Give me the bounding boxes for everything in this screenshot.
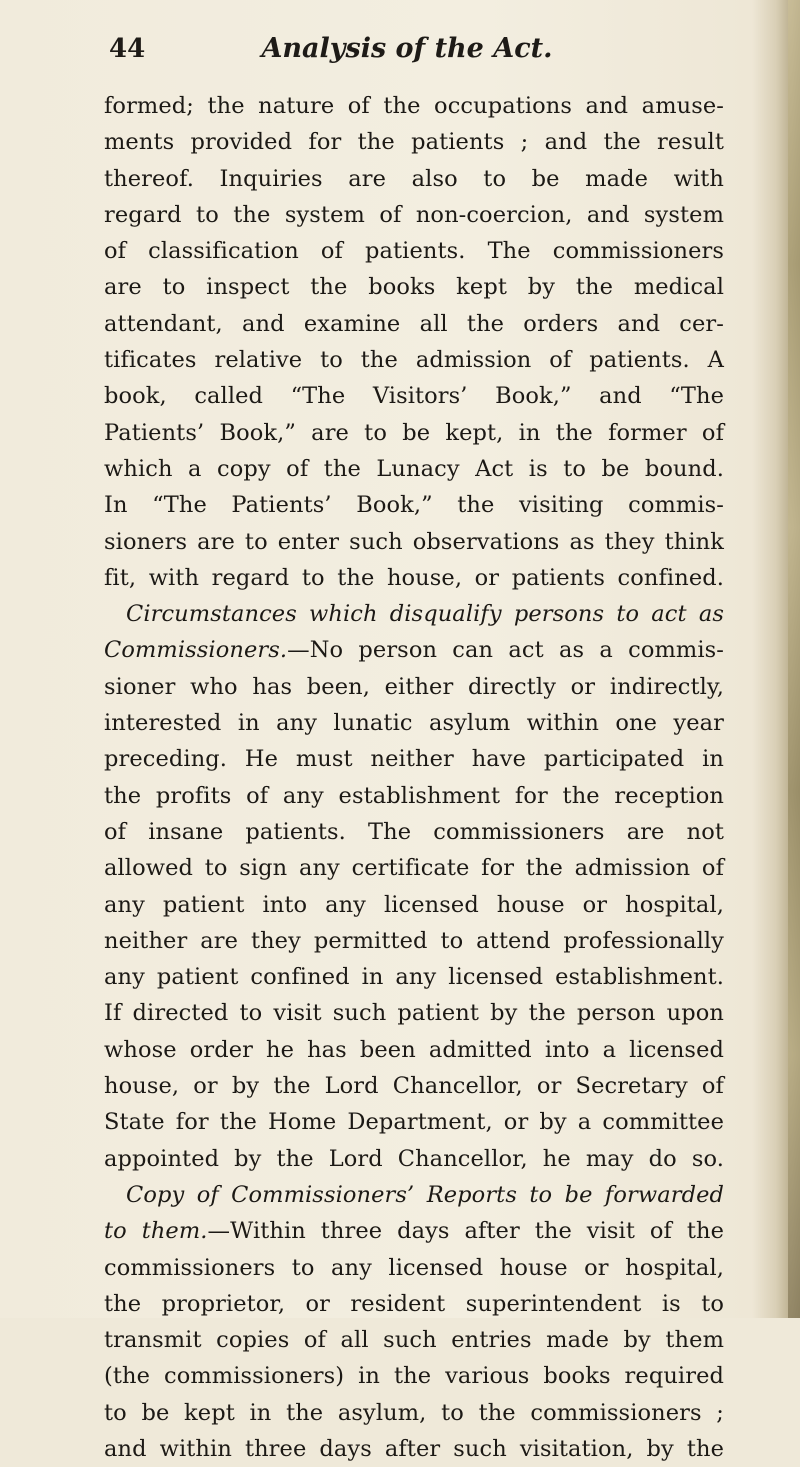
line-text: Patients’ Book,” are to be kept, in the former of <box>104 419 724 446</box>
line-text: preceding. He must neither have participated in <box>104 746 724 773</box>
line-text: formed; the nature of the occupations and amuse- <box>104 93 724 119</box>
text-line <box>104 850 724 886</box>
line-text: house, or by the Lord Chancellor, or Secretary of <box>104 1073 724 1100</box>
text-line <box>104 342 724 378</box>
running-title: Analysis of the Act. <box>261 33 553 64</box>
line-text: which a copy of the Lunacy Act is to be bound. <box>104 455 724 482</box>
line-text: regard to the system of non-coercion, and system <box>104 201 724 228</box>
line-text: of classification of patients. The commissioners <box>104 238 724 265</box>
body-text <box>104 88 724 1467</box>
line-text: —Within three days after the visit of the <box>207 1218 724 1245</box>
text-line <box>104 524 724 560</box>
text-line <box>104 378 724 414</box>
text-line <box>104 1032 724 1068</box>
text-line <box>104 1322 724 1358</box>
side-heading-italic: Circumstances which disqualify persons to act as <box>126 601 724 628</box>
line-text: the proprietor, or resident superintendent is to <box>104 1290 724 1317</box>
line-text: transmit copies of all such entries made by them <box>104 1327 724 1354</box>
line-text: ments provided for the patients ; and the result <box>104 129 724 156</box>
line-text: sioners are to enter such observations as they think <box>104 528 724 555</box>
page-number: 44 <box>109 34 146 64</box>
line-text: attendant, and examine all the orders and cer- <box>104 310 724 337</box>
text-line <box>104 1286 724 1322</box>
side-heading-italic: Copy of Commissioners’ Reports to be forwarded <box>126 1181 724 1208</box>
line-text: appointed by the Lord Chancellor, he may do so. <box>104 1145 724 1172</box>
text-line <box>104 741 724 777</box>
line-text: and within three days after such visitation, by the <box>104 1435 724 1462</box>
text-line <box>104 1177 724 1213</box>
text-line <box>104 415 724 451</box>
line-text: State for the Home Department, or by a committee <box>104 1109 724 1136</box>
line-text: interested in any lunatic asylum within one year <box>104 710 724 737</box>
text-line <box>104 669 724 705</box>
line-text: fit, with regard to the house, or patients confined. <box>104 564 724 591</box>
line-text: sioner who has been, either directly or indirectly, <box>104 673 724 700</box>
line-text: tificates relative to the admission of patients. A <box>104 347 724 374</box>
text-line <box>104 487 724 523</box>
running-head <box>97 30 717 70</box>
line-text: In “The Patients’ Book,” the visiting commis- <box>104 492 724 519</box>
text-line <box>104 887 724 923</box>
line-text: thereof. Inquiries are also to be made with <box>104 165 724 192</box>
text-line <box>104 1213 724 1249</box>
page-edge-shadow <box>788 0 800 1318</box>
line-text: whose order he has been admitted into a licensed <box>104 1036 724 1063</box>
line-text: —No person can act as a commis- <box>287 637 724 664</box>
text-line <box>104 306 724 342</box>
text-line <box>104 1068 724 1104</box>
text-line <box>104 197 724 233</box>
line-text: (the commissioners) in the various books required <box>104 1363 724 1390</box>
line-text: allowed to sign any certificate for the admission of <box>104 855 724 882</box>
text-line <box>104 1141 724 1177</box>
text-line <box>104 596 724 632</box>
line-text: are to inspect the books kept by the medical <box>104 274 724 301</box>
side-heading-italic: to them. <box>104 1218 208 1245</box>
line-text: any patient into any licensed house or hospital, <box>104 891 724 918</box>
text-line <box>104 1358 724 1394</box>
line-text: neither are they permitted to attend professionally <box>104 927 724 954</box>
line-text: book, called “The Visitors’ Book,” and “The <box>104 383 724 410</box>
text-line <box>104 233 724 269</box>
text-line <box>104 560 724 596</box>
text-line <box>104 451 724 487</box>
line-text: If directed to visit such patient by the person upon <box>104 1000 724 1027</box>
line-text: the profits of any establishment for the reception <box>104 782 724 809</box>
line-text: of insane patients. The commissioners are not <box>104 818 724 845</box>
text-line <box>104 778 724 814</box>
line-text: to be kept in the asylum, to the commissioners ; <box>104 1399 724 1426</box>
text-line <box>104 88 724 124</box>
text-line <box>104 161 724 197</box>
text-line <box>104 124 724 160</box>
text-line <box>104 269 724 305</box>
side-heading-italic: Commissioners. <box>104 637 288 664</box>
line-text: commissioners to any licensed house or hospital, <box>104 1254 724 1281</box>
text-line <box>104 923 724 959</box>
text-line <box>104 705 724 741</box>
text-line <box>104 632 724 668</box>
text-line <box>104 1395 724 1431</box>
text-line <box>104 959 724 995</box>
text-line <box>104 995 724 1031</box>
text-line <box>104 1431 724 1467</box>
text-line <box>104 1104 724 1140</box>
text-line <box>104 1250 724 1286</box>
text-line <box>104 814 724 850</box>
line-text: any patient confined in any licensed establishment. <box>104 964 724 991</box>
